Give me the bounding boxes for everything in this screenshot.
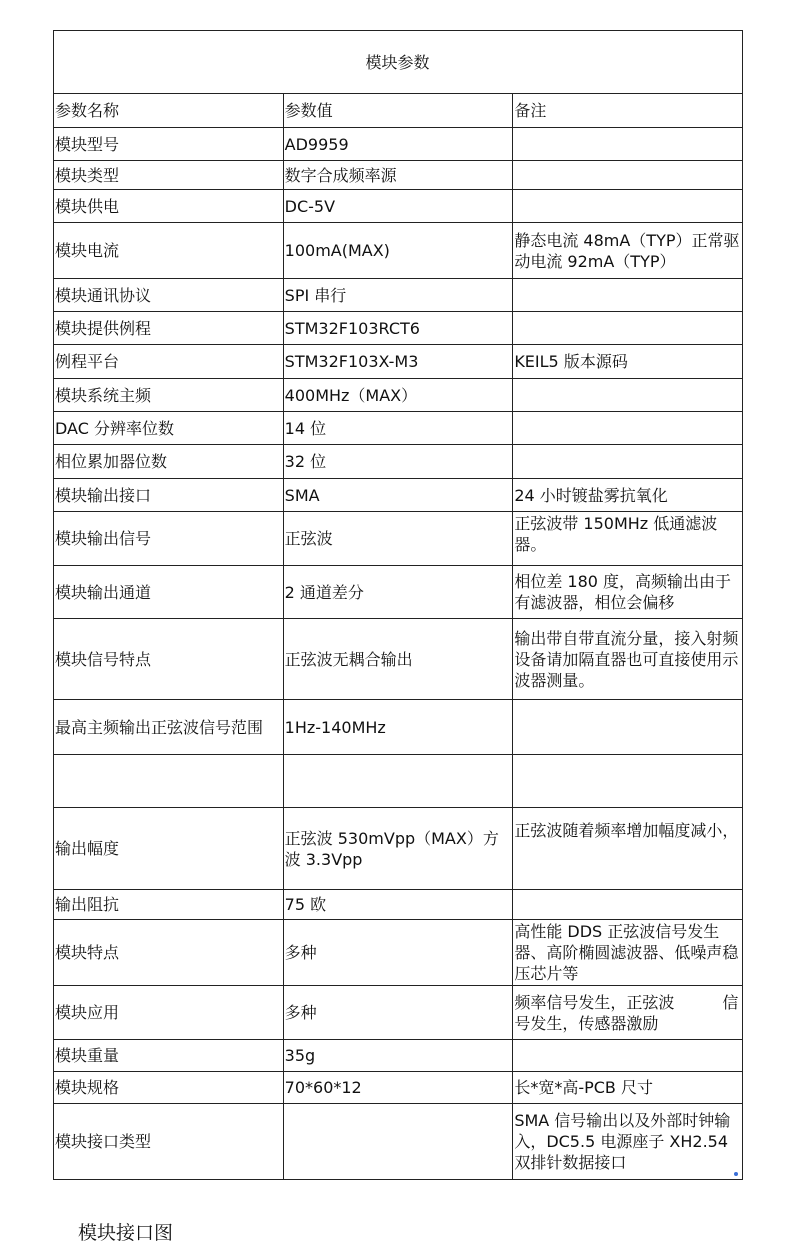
- row-name: 相位累加器位数: [54, 445, 284, 479]
- row-note: [513, 312, 743, 345]
- row-note: 长*宽*高-PCB 尺寸: [513, 1072, 743, 1104]
- table-row: [54, 1040, 743, 1072]
- table-row: [54, 312, 743, 345]
- row-name: 模块应用: [54, 986, 284, 1040]
- row-note: 静态电流 48mA（TYP）正常驱动电流 92mA（TYP）: [513, 223, 743, 279]
- table-row: [54, 920, 743, 986]
- table-row: [54, 379, 743, 412]
- row-note: [513, 190, 743, 223]
- module-parameter-table: [53, 30, 743, 1180]
- header-param-name: 参数名称: [54, 94, 284, 128]
- row-value: STM32F103X-M3: [283, 345, 513, 379]
- row-note: [513, 128, 743, 161]
- table-row: [54, 479, 743, 512]
- table-row: [54, 190, 743, 223]
- row-value: 75 欧: [283, 890, 513, 920]
- table-row: [54, 808, 743, 890]
- row-value: 正弦波无耦合输出: [283, 619, 513, 700]
- row-note: [513, 412, 743, 445]
- row-value: STM32F103RCT6: [283, 312, 513, 345]
- table-row: [54, 128, 743, 161]
- row-name: 模块电流: [54, 223, 284, 279]
- row-name: 模块类型: [54, 161, 284, 190]
- row-value: 70*60*12: [283, 1072, 513, 1104]
- table-title-row: [54, 31, 743, 94]
- row-value: SPI 串行: [283, 279, 513, 312]
- header-note: 备注: [513, 94, 743, 128]
- row-name: 模块信号特点: [54, 619, 284, 700]
- row-name: 模块提供例程: [54, 312, 284, 345]
- table-row: [54, 279, 743, 312]
- row-name: 输出幅度: [54, 808, 284, 890]
- table-row: [54, 566, 743, 619]
- row-note: 频率信号发生，正弦波 信号发生，传感器激励: [513, 986, 743, 1040]
- row-note: 24 小时镀盐雾抗氧化: [513, 479, 743, 512]
- row-name: DAC 分辨率位数: [54, 412, 284, 445]
- row-value: DC-5V: [283, 190, 513, 223]
- table-row: [54, 619, 743, 700]
- row-value: 正弦波: [283, 512, 513, 566]
- row-note: 输出带自带直流分量，接入射频设备请加隔直器也可直接使用示波器测量。: [513, 619, 743, 700]
- row-value: 多种: [283, 920, 513, 986]
- row-note: 正弦波随着频率增加幅度减小，: [513, 808, 743, 890]
- row-value: 1Hz-140MHz: [283, 700, 513, 755]
- row-note: [513, 1040, 743, 1072]
- row-value: 2 通道差分: [283, 566, 513, 619]
- row-name: 最高主频输出正弦波信号范围: [54, 700, 284, 755]
- table-row: [54, 161, 743, 190]
- row-name: 例程平台: [54, 345, 284, 379]
- row-note: KEIL5 版本源码: [513, 345, 743, 379]
- table-row: [54, 986, 743, 1040]
- row-name: 模块输出信号: [54, 512, 284, 566]
- row-value: SMA: [283, 479, 513, 512]
- row-name: 模块规格: [54, 1072, 284, 1104]
- row-value: 正弦波 530mVpp（MAX）方波 3.3Vpp: [283, 808, 513, 890]
- table-row: [54, 412, 743, 445]
- row-value: AD9959: [283, 128, 513, 161]
- row-note: [513, 700, 743, 755]
- row-name: 输出阻抗: [54, 890, 284, 920]
- table-row: [54, 890, 743, 920]
- row-note: [513, 890, 743, 920]
- row-note: 正弦波带 150MHz 低通滤波器。: [513, 512, 743, 566]
- row-value: 多种: [283, 986, 513, 1040]
- table-row: [54, 445, 743, 479]
- row-value: [283, 1104, 513, 1180]
- row-name: 模块输出通道: [54, 566, 284, 619]
- row-name: 模块型号: [54, 128, 284, 161]
- table-row: [54, 223, 743, 279]
- table-header-row: [54, 94, 743, 128]
- row-name: 模块特点: [54, 920, 284, 986]
- row-name: 模块接口类型: [54, 1104, 284, 1180]
- row-value: 14 位: [283, 412, 513, 445]
- row-value: 32 位: [283, 445, 513, 479]
- row-note: [513, 279, 743, 312]
- row-value: 100mA(MAX): [283, 223, 513, 279]
- row-value: 400MHz（MAX）: [283, 379, 513, 412]
- row-name: 模块输出接口: [54, 479, 284, 512]
- table-row: [54, 1104, 743, 1180]
- row-value: 35g: [283, 1040, 513, 1072]
- row-note: [513, 161, 743, 190]
- table-row: [54, 700, 743, 755]
- row-name: 模块通讯协议: [54, 279, 284, 312]
- table-row-empty: [54, 755, 743, 808]
- interface-diagram-heading: 模块接口图: [78, 1222, 174, 1244]
- row-note: 相位差 180 度，高频输出由于有滤波器，相位会偏移: [513, 566, 743, 619]
- row-name: 模块供电: [54, 190, 284, 223]
- row-note: [513, 755, 743, 808]
- row-name: 模块重量: [54, 1040, 284, 1072]
- table-row: [54, 1072, 743, 1104]
- row-note: 高性能 DDS 正弦波信号发生器、高阶椭圆滤波器、低噪声稳压芯片等: [513, 920, 743, 986]
- row-value: [283, 755, 513, 808]
- row-note: SMA 信号输出以及外部时钟输入，DC5.5 电源座子 XH2.54 双排针数据接口: [513, 1104, 743, 1180]
- header-param-value: 参数值: [283, 94, 513, 128]
- row-value: 数字合成频率源: [283, 161, 513, 190]
- row-name: [54, 755, 284, 808]
- parameter-sheet: [53, 30, 743, 1180]
- row-name: 模块系统主频: [54, 379, 284, 412]
- table-row: [54, 345, 743, 379]
- edit-cursor-mark: [734, 1172, 738, 1176]
- table-title: 模块参数: [54, 31, 743, 94]
- row-note: [513, 379, 743, 412]
- row-note: [513, 445, 743, 479]
- table-row: [54, 512, 743, 566]
